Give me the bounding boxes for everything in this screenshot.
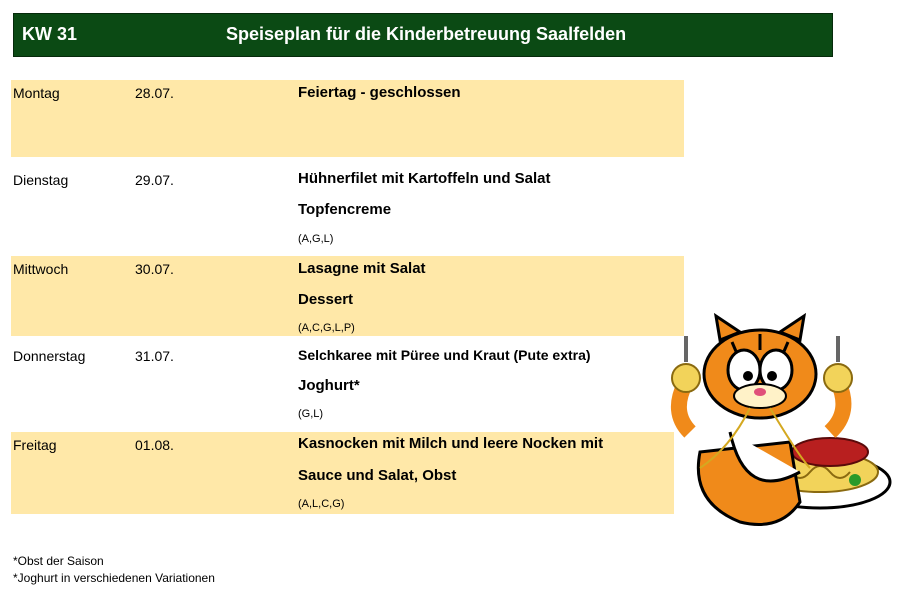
page-header: [13, 13, 833, 57]
allergen-codes: (A,G,L): [298, 233, 334, 245]
meal-line: Lasagne mit Salat: [298, 260, 426, 277]
meal-line: Selchkaree mit Püree und Kraut (Pute extra): [298, 347, 591, 363]
menu-row-dienstag: [11, 167, 684, 254]
page-title: Speiseplan für die Kinderbetreuung Saalfelden: [226, 24, 627, 44]
meal-line: Topfencreme: [298, 201, 392, 218]
menu-row-donnerstag: [11, 343, 684, 430]
day-name: Montag: [13, 85, 60, 101]
week-label: KW 31: [22, 24, 78, 44]
day-name: Mittwoch: [13, 261, 69, 277]
meal-line: Sauce und Salat, Obst: [298, 467, 457, 484]
day-name: Freitag: [13, 437, 57, 453]
allergen-codes: (G,L): [298, 408, 324, 420]
meal-line: Dessert: [298, 291, 354, 308]
footnotes: [13, 553, 215, 587]
footnote: *Obst der Saison: [13, 554, 104, 568]
menu-row-mittwoch: [11, 256, 684, 336]
allergen-codes: (A,C,G,L,P): [298, 322, 355, 334]
cartoon-cat-icon: [660, 312, 896, 530]
day-date: 28.07.: [135, 85, 174, 101]
day-date: 30.07.: [135, 261, 174, 277]
meal-line: Joghurt*: [298, 377, 360, 394]
menu-row-montag: [11, 80, 684, 157]
allergen-codes: (A,L,C,G): [298, 498, 345, 510]
day-date: 29.07.: [135, 172, 174, 188]
meal-line: Feiertag - geschlossen: [298, 84, 461, 101]
menu-row-freitag: [11, 432, 674, 514]
day-date: 01.08.: [135, 437, 174, 453]
footnote: *Joghurt in verschiedenen Variationen: [13, 571, 215, 585]
meal-line: Kasnocken mit Milch und leere Nocken mit: [298, 435, 604, 452]
day-name: Dienstag: [13, 172, 69, 188]
day-date: 31.07.: [135, 348, 174, 364]
day-name: Donnerstag: [13, 348, 86, 364]
meal-line: Hühnerfilet mit Kartoffeln und Salat: [298, 170, 551, 187]
